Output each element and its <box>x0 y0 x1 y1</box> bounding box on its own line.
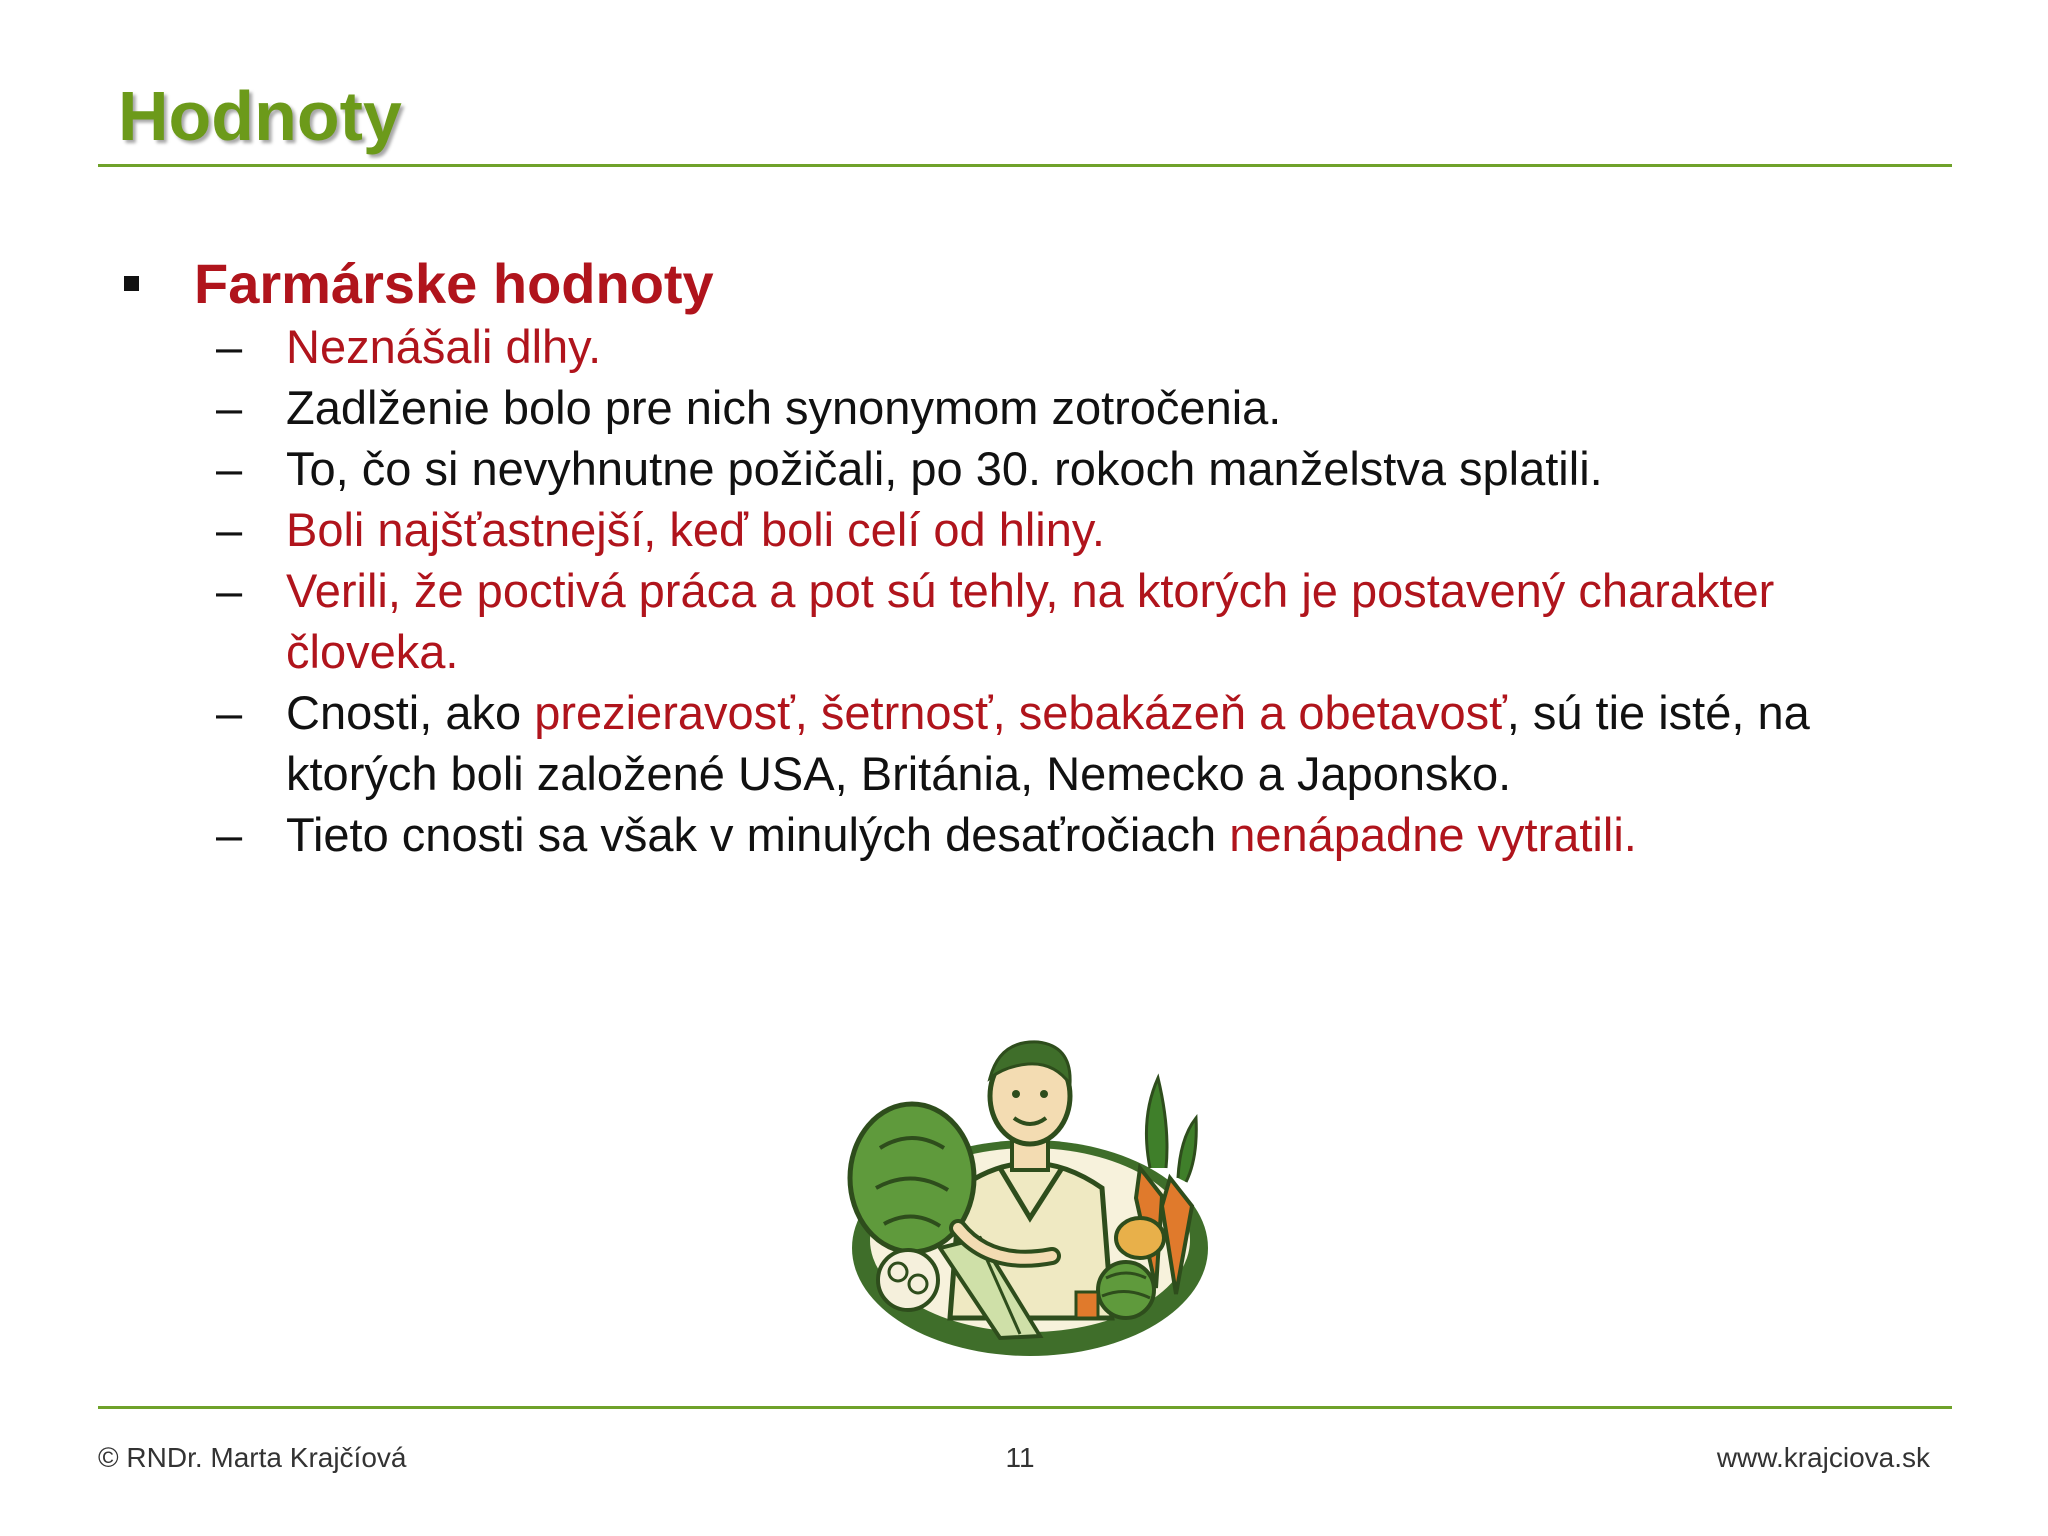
sub-bullet-text: , sú tie isté, na ktorých boli založené USA, Británia, Nemecko a Japonsko. <box>286 686 1810 800</box>
bullet-heading-row <box>120 252 1940 316</box>
dash-bullet-icon: – <box>216 686 243 739</box>
sub-bullet-item <box>216 499 1936 560</box>
sub-bullet-item <box>216 316 1936 377</box>
sub-bullet-text: To, čo si nevyhnutne požičali, po 30. rokoch manželstva splatili. <box>286 442 1603 495</box>
sub-bullet-text: Zadlženie bolo pre nich synonymom zotročenia. <box>286 381 1282 434</box>
dash-bullet-icon: – <box>216 381 243 434</box>
slide-title: Hodnoty <box>118 77 402 155</box>
sub-bullet-item <box>216 377 1936 438</box>
footer-divider <box>98 1406 1952 1409</box>
page-number: 11 <box>1005 1442 1035 1473</box>
bullet-heading: Farmárske hodnoty <box>194 252 714 315</box>
dash-bullet-icon: – <box>216 320 243 373</box>
square-bullet-icon <box>124 276 139 291</box>
dash-bullet-icon: – <box>216 442 243 495</box>
sub-bullet-text: Neznášali dlhy. <box>286 320 602 373</box>
farmer-with-vegetables-icon <box>840 1018 1220 1358</box>
footer-website: www.krajciova.sk <box>1716 1442 1930 1473</box>
sub-bullet-text: nenápadne vytratili. <box>1229 808 1637 861</box>
dash-bullet-icon: – <box>216 808 243 861</box>
sub-bullet-item <box>216 438 1936 499</box>
footer-author: © RNDr. Marta Krajčíová <box>98 1442 407 1473</box>
sub-bullet-text: prezieravosť, šetrnosť, sebakázeň a obetavosť <box>534 686 1507 739</box>
sub-bullet-text: Boli najšťastnejší, keď boli celí od hliny. <box>286 503 1105 556</box>
sub-bullet-text: Tieto cnosti sa však v minulých desaťročiach <box>286 808 1230 861</box>
sub-bullet-item <box>216 560 1936 682</box>
sub-bullet-item <box>216 804 1936 865</box>
sub-bullet-text: Verili, že poctivá práca a pot sú tehly, na ktorých je postavený charakter človeka. <box>286 564 1775 678</box>
dash-bullet-icon: – <box>216 564 243 617</box>
dash-bullet-icon: – <box>216 503 243 556</box>
sub-bullet-item <box>216 682 1936 804</box>
sub-bullet-text: Cnosti, ako <box>286 686 535 739</box>
sub-bullet-list <box>216 316 1936 865</box>
